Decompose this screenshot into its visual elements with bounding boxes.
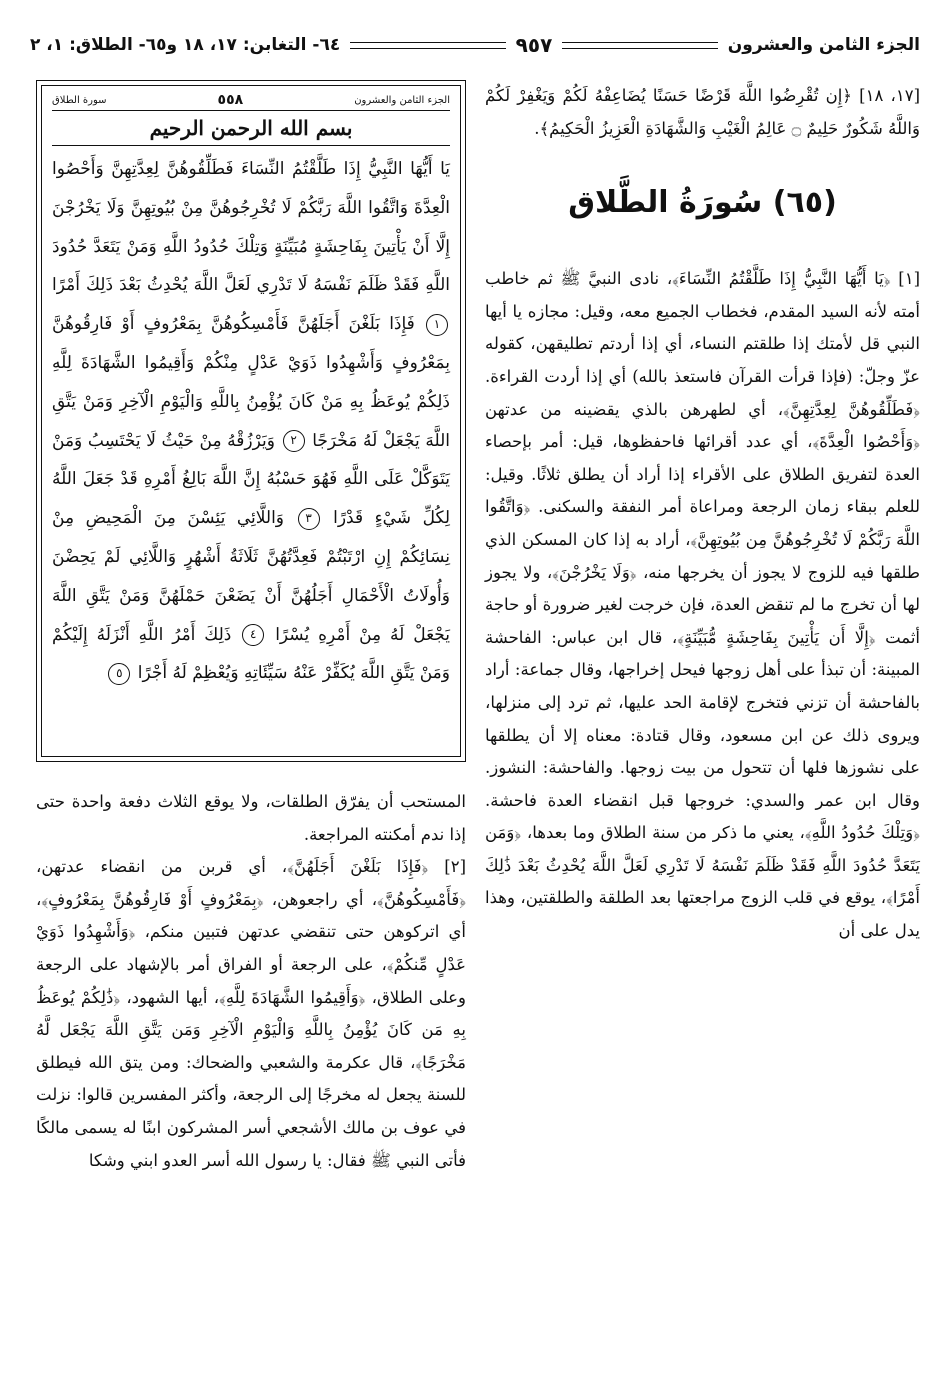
ayah-number-marker: ٥ xyxy=(108,663,130,685)
mushaf-page-frame xyxy=(36,80,466,762)
header-rule-right xyxy=(562,42,717,49)
page-header xyxy=(30,28,920,62)
mushaf-header xyxy=(52,92,450,111)
mushaf-surah-label: سورة الطلاق xyxy=(52,94,107,106)
right-column xyxy=(485,80,920,1356)
mushaf-juz-label: الجزء الثامن والعشرون xyxy=(354,94,450,106)
page-number: ٩٥٧ xyxy=(515,33,553,57)
mushaf-page xyxy=(41,85,461,757)
commentary-verse-2: [٢] ﴿فَإِذَا بَلَغْنَ أَجَلَهُنَّ﴾، أي قربن من انقضاء عدتهن، ﴿فَأَمْسِكُوهُنَّ﴾، أي راجعوهن، ﴿بِمَعْرُوفٍ أَوْ فَارِقُوهُنَّ بِمَعْرُوفٍ﴾، أي اتركوهن حتى تنقضي عدتهن فتبين منكم، ﴿وَأَشْهِدُوا ذَوَيْ عَدْلٍ مِّنكُمْ﴾، على الرجعة أو الفراق أمر بالإشهاد على الرجعة وعلى الطلاق، ﴿وَأَقِيمُوا الشَّهَادَةَ لِلَّهِ﴾، أيها الشهود، ﴿ذَٰلِكُمْ يُوعَظُ بِهِ مَن كَانَ يُؤْمِنُ بِاللَّهِ وَالْيَوْمِ الْآخِرِ وَمَن يَتَّقِ اللَّهَ يَجْعَل لَّهُ مَخْرَجًا﴾، قال عكرمة والشعبي والضحاك: ومن يتق الله فيطلق للسنة يجعل له مخرجًا إلى الرجعة، وأكثر المفسرين قالوا: نزلت في عوف بن مالك الأشجعي أسر المشركون ابنًا له يسمى مالكًا فأتى النبي ﷺ فقال: يا رسول الله أسر العدو ابني وشكا xyxy=(36,857,466,1170)
ayah-text-2: فَإِذَا بَلَغْنَ أَجَلَهُنَّ فَأَمْسِكُوهُنَّ بِمَعْرُوفٍ أَوْ فَارِقُوهُنَّ بِمَعْرُوفٍ وَأَشْهِدُوا ذَوَيْ عَدْلٍ مِنْكُمْ وَأَقِيمُوا الشَّهَادَةَ لِلَّهِ ذَلِكُمْ يُوعَظُ بِهِ مَنْ كَانَ يُؤْمِنُ بِاللَّهِ وَالْيَوْمِ الْآخِرِ وَمَنْ يَتَّقِ اللَّهَ يَجْعَلْ لَهُ مَخْرَجًا xyxy=(52,314,450,451)
page-contents: ٦٤- التغابن: ١٧، ١٨ و٦٥- الطلاق: ١، ٢ xyxy=(30,35,341,55)
left-column xyxy=(36,786,466,1356)
ayah-text-4: وَاللَّائِي يَئِسْنَ مِنَ الْمَحِيضِ مِنْ نِسَائِكُمْ إِنِ ارْتَبْتُمْ فَعِدَّتُهُنَّ ثَلَاثَةُ أَشْهُرٍ وَاللَّائِي لَمْ يَحِضْنَ وَأُولَاتُ الْأَحْمَالِ أَجَلُهُنَّ أَنْ يَضَعْنَ حَمْلَهُنَّ وَمَنْ يَتَّقِ اللَّهَ يَجْعَلْ لَهُ مِنْ أَمْرِهِ يُسْرًا xyxy=(52,508,451,645)
surah-title: (٦٥) سُورَةُ الطَّلاق xyxy=(568,185,837,221)
ayah-text-5: ذَلِكَ أَمْرُ اللَّهِ أَنْزَلَهُ إِلَيْكُمْ وَمَنْ يَتَّقِ اللَّهَ يُكَفِّرْ عَنْهُ سَيِّئَاتِهِ وَيُعْظِمْ لَهُ أَجْرًا xyxy=(52,624,450,684)
ayah-number-marker: ٣ xyxy=(298,508,320,530)
juz-label: الجزء الثامن والعشرون xyxy=(727,35,920,55)
basmala: بسم الله الرحمن الرحيم xyxy=(52,111,450,146)
commentary-paragraph-continued: المستحب أن يفرّق الطلقات، ولا يوقع الثلاث دفعة واحدة حتى إذا ندم أمكنته المراجعة. xyxy=(36,792,466,844)
mushaf-quran-text xyxy=(52,150,450,693)
header-rule-left xyxy=(350,42,505,49)
ayah-number-marker: ٢ xyxy=(283,430,305,452)
mushaf-page-number: ٥٥٨ xyxy=(217,92,244,108)
ayah-text-3: وَيَرْزُقْهُ مِنْ حَيْثُ لَا يَحْتَسِبُ وَمَنْ يَتَوَكَّلْ عَلَى اللَّهِ فَهُوَ حَسْبُهُ إِنَّ اللَّهَ بَالِغُ أَمْرِهِ قَدْ جَعَلَ اللَّهُ لِكُلِّ شَيْءٍ قَدْرًا xyxy=(52,430,451,529)
ayah-number-marker: ١ xyxy=(426,314,448,336)
commentary-verse-1: [١] ﴿يَا أَيُّهَا النَّبِيُّ إِذَا طَلَّقْتُمُ النِّسَاءَ﴾، نادى النبيَّ ﷺ ثم خاطب أمته لأنه السيد المقدم، فخطاب الجميع معه، وقيل: مجازه يا أيها النبي قل لأمتك إذا طلقتم النساء، أي إذا أردتم تطليقهن، كقوله عزّ وجلّ: (فإذا قرأت القرآن فاستعذ بالله) أي إذا أردت القراءة. ﴿فَطَلِّقُوهُنَّ لِعِدَّتِهِنَّ﴾، أي لطهرهن بالذي يقضينه من عدتهن ﴿وَأَحْصُوا الْعِدَّةَ﴾، أي عدد أقرائها فاحفظوها، قيل: أمر بإحصاء العدة لتفريق الطلاق على الأقراء إذا أراد أن يطلق ثلاثًا. وقيل: للعلم ببقاء زمان الرجعة ومراعاة أمر النفقة والسكنى. ﴿وَاتَّقُوا اللَّهَ رَبَّكُمْ لَا تُخْرِجُوهُنَّ مِن بُيُوتِهِنَّ﴾، أراد به إذا كان المسكن الذي طلقها فيه للزوج لا يجوز أن يخرجها منه، ﴿وَلَا يَخْرُجْنَ﴾، ولا يجوز لها أن تخرج ما لم تنقض العدة، فإن خرجت لغير ضرورة أو حاجة أثمت ﴿إِلَّا أَن يَأْتِينَ بِفَاحِشَةٍ مُّبَيِّنَةٍ﴾، قال ابن عباس: الفاحشة المبينة: أن تبذأ على أهل زوجها فيحل إخراجها، وقال جماعة: أراد بالفاحشة أن تزني فتخرج لإقامة الحد عليها، ثم ترد إلى منزلها، ويروى ذلك عن ابن مسعود، وقال قتادة: معناه إلا أن يطلقها على نشوزها فلها أن تتحول من بيت زوجها. والفاحشة: النشوز. وقال ابن عمر والسدي: خروجها قبل انقضاء العدة فاحشة. ﴿وَتِلْكَ حُدُودُ اللَّهِ﴾، يعني ما ذكر من سنة الطلاق وما بعدها، ﴿وَمَن يَتَعَدَّ حُدُودَ اللَّهِ فَقَدْ ظَلَمَ نَفْسَهُ لَا تَدْرِي لَعَلَّ اللَّهَ يُحْدِثُ بَعْدَ ذَٰلِكَ أَمْرًا﴾، يوقع في قلب الزوج مراجعتها بعد الطلقة والطلقتين، وهذا يدل على أن xyxy=(485,269,920,941)
ayah-text-1: يَا أَيُّهَا النَّبِيُّ إِذَا طَلَّقْتُمُ النِّسَاءَ فَطَلِّقُوهُنَّ لِعِدَّتِهِنَّ وَأَحْصُوا الْعِدَّةَ وَاتَّقُوا اللَّهَ رَبَّكُمْ لَا تُخْرِجُوهُنَّ مِنْ بُيُوتِهِنَّ وَلَا يَخْرُجْنَ إِلَّا أَنْ يَأْتِينَ بِفَاحِشَةٍ مُبَيِّنَةٍ وَتِلْكَ حُدُودُ اللَّهِ وَمَنْ يَتَعَدَّ حُدُودَ اللَّهِ فَقَدْ ظَلَمَ نَفْسَهُ لَا تَدْرِي لَعَلَّ اللَّهَ يُحْدِثُ بَعْدَ ذَلِكَ أَمْرًا xyxy=(52,159,450,296)
ayah-number-marker: ٤ xyxy=(242,624,264,646)
intro-paragraph: [١٧، ١٨] ﴿إِن تُقْرِضُوا اللَّهَ قَرْضًا حَسَنًا يُضَاعِفْهُ لَكُمْ وَيَغْفِرْ لَكُمْ وَاللَّهُ شَكُورٌ حَلِيمٌ ۝ عَالِمُ الْغَيْبِ وَالشَّهَادَةِ الْعَزِيزُ الْحَكِيمُ﴾. xyxy=(485,86,920,138)
